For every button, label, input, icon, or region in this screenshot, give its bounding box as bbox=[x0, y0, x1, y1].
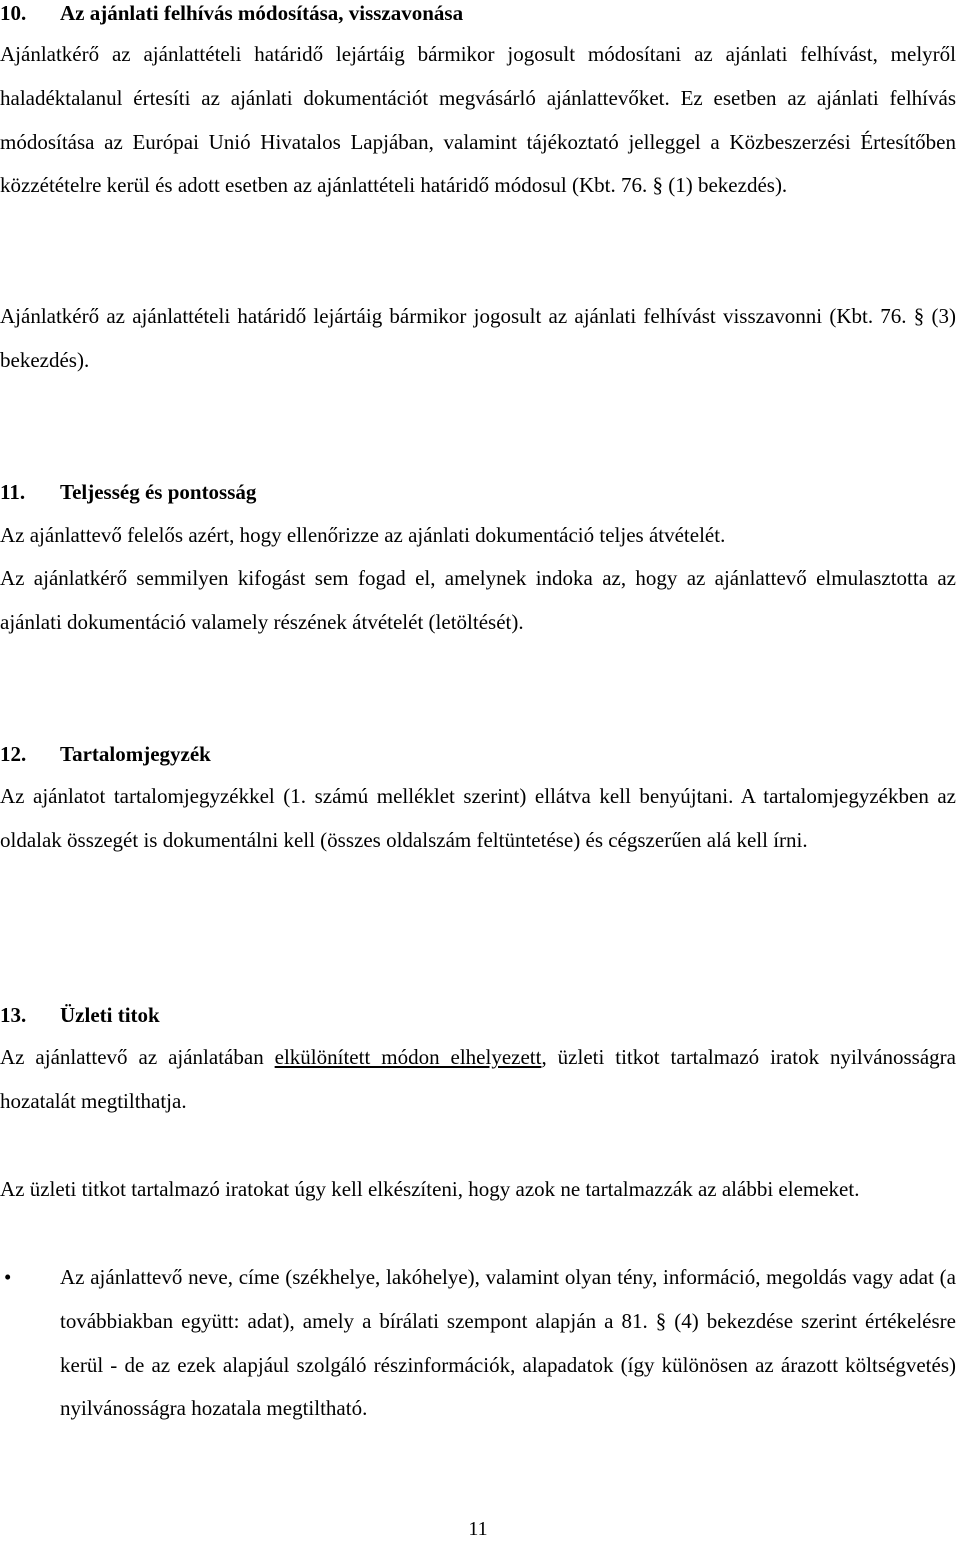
underlined-phrase: elkülönített módon elhelyezett bbox=[274, 1045, 542, 1069]
section-12-paragraph-1: Az ajánlatot tartalomjegyzékkel (1. számú melléklet szerint) ellátva kell benyújtani. A tartalomjegyzékben az oldalak összegét is dokumentálni kell (összes oldalszám feltüntetése) és cégszerűen alá kell írni. bbox=[0, 784, 956, 852]
section-title: Teljesség és pontosság bbox=[60, 480, 257, 504]
section-13-paragraph-2: Az üzleti titkot tartalmazó iratokat úgy kell elkészíteni, hogy azok ne tartalmazzák az alábbi elemeket. bbox=[0, 1177, 860, 1201]
section-number: 10. bbox=[0, 1, 27, 25]
section-11-paragraph-2: Az ajánlatkérő semmilyen kifogást sem fogad el, amelynek indoka az, hogy az ajánlattevő elmulasztotta az ajánlati dokumentáció valamely részének átvételét (letöltését). bbox=[0, 566, 956, 634]
section-13-heading bbox=[0, 1003, 160, 1027]
paragraph-text: , üzleti titkot tartalmazó iratok nyilvánosságra hozatalát megtilthatja. bbox=[0, 1045, 956, 1113]
section-number: 13. bbox=[0, 1003, 27, 1027]
section-10-paragraph-1: Ajánlatkérő az ajánlattételi határidő lejártáig bármikor jogosult módosítani az ajánlati felhívást, melyről haladéktalanul értesíti az ajánlati dokumentációt megvásárló ajánlattevőket. Ez esetben az ajánlati felhívás módosítása az Európai Unió Hivatalos Lapjában, valamint tájékoztató jelleggel a Közbeszerzési Értesítőben közzétételre kerül és adott esetben az ajánlattételi határidő módosul (Kbt. 76. § (1) bekezdés). bbox=[0, 42, 956, 198]
section-10-heading bbox=[0, 1, 463, 25]
section-title: Tartalomjegyzék bbox=[60, 742, 211, 766]
section-13-paragraph-1 bbox=[0, 1036, 956, 1124]
section-number: 12. bbox=[0, 742, 27, 766]
section-12-heading bbox=[0, 742, 211, 766]
page-number: 11 bbox=[468, 1518, 488, 1540]
section-11-heading bbox=[0, 480, 256, 504]
bullet-icon: • bbox=[4, 1265, 12, 1289]
bullet-text: Az ajánlattevő neve, címe (székhelye, lakóhelye), valamint olyan tény, információ, megoldás vagy adat (a továbbiakban együtt: adat), amely a bírálati szempont alapján a 81. § (4) bekezdése szerint értékelésre kerül - de az ezek alapjául szolgáló részinformációk, alapadatok (így különösen az árazott költségvetés) nyilvánosságra hozatala megtiltható. bbox=[60, 1265, 956, 1421]
section-10-paragraph-2: Ajánlatkérő az ajánlattételi határidő lejártáig bármikor jogosult az ajánlati felhívást visszavonni (Kbt. 76. § (3) bekezdés). bbox=[0, 304, 956, 372]
section-number: 11. bbox=[0, 480, 26, 504]
section-11-paragraph-1: Az ajánlattevő felelős azért, hogy ellenőrizze az ajánlati dokumentáció teljes átvételét. bbox=[0, 523, 726, 547]
section-title: Üzleti titok bbox=[60, 1003, 160, 1027]
section-title: Az ajánlati felhívás módosítása, visszavonása bbox=[60, 1, 464, 25]
paragraph-text: Az ajánlattevő az ajánlatában bbox=[0, 1045, 275, 1069]
